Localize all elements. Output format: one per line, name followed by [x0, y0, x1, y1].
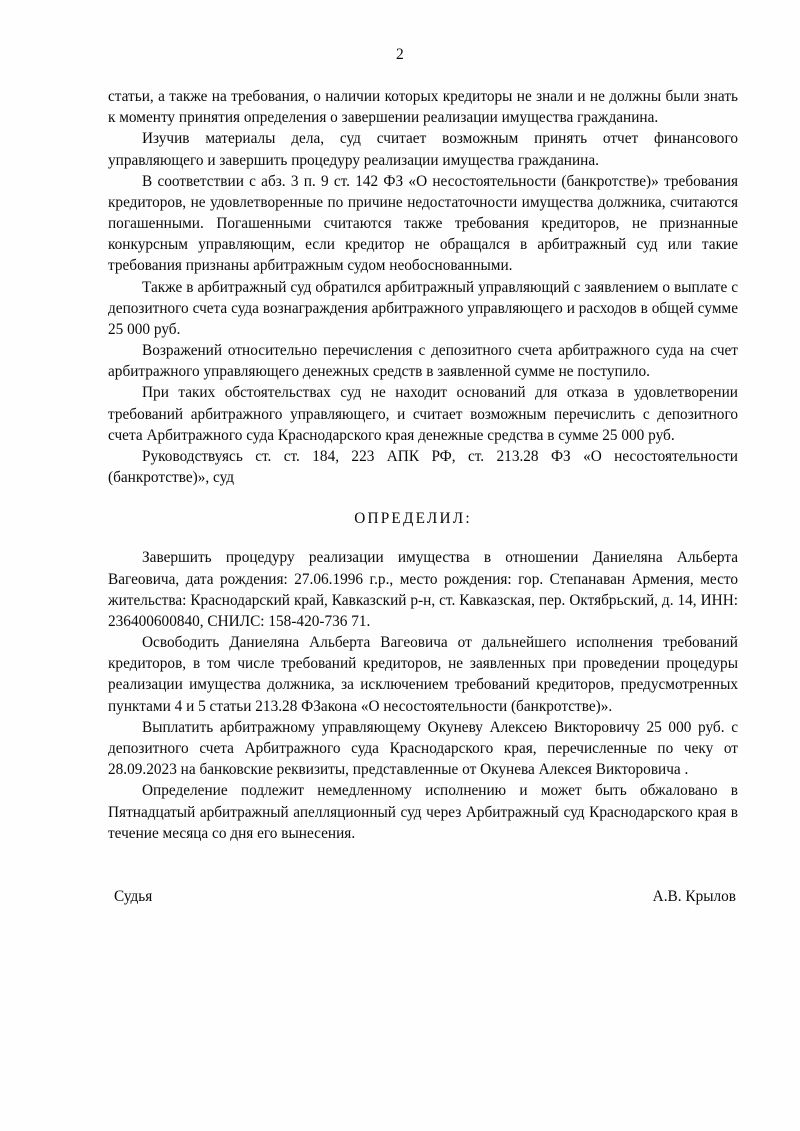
- paragraph: Завершить процедуру реализации имущества в отношении Даниеляна Альберта Вагеовича, дата рождения: 27.06.1996 г.р., место рождения: гор. Степанаван Армения, место жительства: Краснодарский край, Кавказский р-н, ст. Кавказская, пер. Октябрьский, д. 14, ИНН: 236400600840, СНИЛС: 158-420-736 71.: [108, 549, 738, 630]
- page-number: 2: [396, 46, 404, 63]
- signature-role: Судья: [114, 887, 153, 905]
- paragraph: Руководствуясь ст. ст. 184, 223 АПК РФ, ст. 213.28 ФЗ «О несостоятельности (банкротстве)», суд: [108, 447, 738, 487]
- paragraph: Также в арбитражный суд обратился арбитражный управляющий с заявлением о выплате с депозитного счета суда вознаграждения арбитражного управляющего и расходов в общей сумме 25 000 руб.: [108, 278, 738, 338]
- document-body: [108, 86, 738, 907]
- paragraph: Определение подлежит немедленному исполнению и может быть обжаловано в Пятнадцатый арбитражный апелляционный суд через Арбитражный суд Краснодарского края в течение месяца со дня его вынесения.: [108, 782, 738, 842]
- paragraph: При таких обстоятельствах суд не находит оснований для отказа в удовлетворении требований арбитражного управляющего, и считает возможным перечислить с депозитного счета Арбитражного суда Краснодарского края денежные средства в сумме 25 000 руб.: [108, 384, 738, 444]
- paragraph: Изучив материалы дела, суд считает возможным принять отчет финансового управляющего и завершить процедуру реализации имущества гражданина.: [108, 130, 738, 169]
- paragraph: Выплатить арбитражному управляющему Окуневу Алексею Викторовичу 25 000 руб. с депозитного счета Арбитражного суда Краснодарского края, перечисленные по чеку от 28.09.2023 на банковские реквизиты, представленные от Окунева Алексея Викторовича .: [108, 718, 738, 779]
- paragraph: Возражений относительно перечисления с депозитного счета арбитражного суда на счет арбитражного управляющего денежных средств в заявленной сумме не поступило.: [108, 342, 738, 381]
- ruling-heading: ОПРЕДЕЛИЛ:: [354, 510, 472, 528]
- ruling-heading-wrap: [108, 508, 738, 529]
- paragraph: Освободить Даниеляна Альберта Вагеовича от дальнейшего исполнения требований кредиторов, в том числе требований кредиторов, не заявленных при проведении процедуры реализации имущества должника, за исключением требований кредиторов, предусмотренных пунктами 4 и 5 статьи 213.28 ФЗакона «О несостоятельности (банкротстве)».: [108, 634, 738, 715]
- paragraph: В соответствии с абз. 3 п. 9 ст. 142 ФЗ «О несостоятельности (банкротстве)» требования кредиторов, не удовлетворенные по причине недостаточности имущества должника, считаются погашенными. Погашенными считаются также требования кредиторов, не признанные конкурсным управляющим, если кредитор не обращался в арбитражный суд или такие требования признаны арбитражным судом необоснованными.: [108, 172, 738, 275]
- signature-block: [108, 886, 738, 907]
- signature-name: А.В. Крылов: [652, 887, 736, 905]
- paragraph: статьи, а также на требования, о наличии которых кредиторы не знали и не должны были знать к моменту принятия определения о завершении реализации имущества гражданина.: [108, 88, 738, 127]
